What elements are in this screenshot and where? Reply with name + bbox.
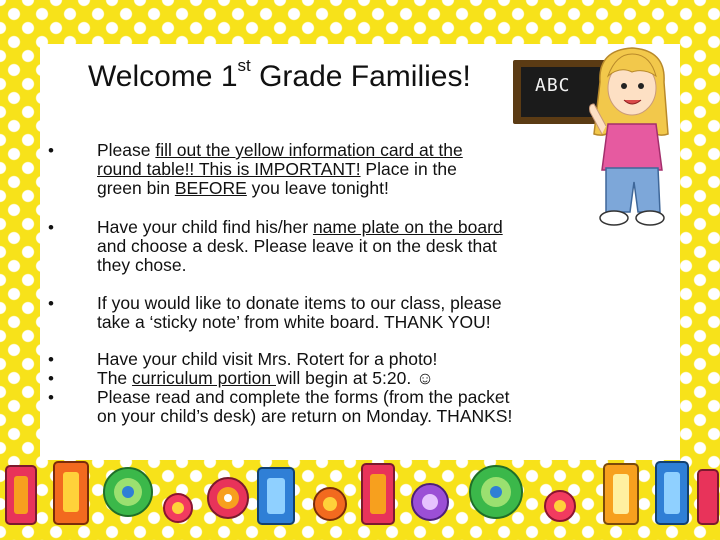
page-title: [88, 56, 471, 94]
underlined-text: round table!! This is IMPORTANT!: [97, 159, 361, 179]
text-line: Have your child visit Mrs. Rotert for a photo!: [97, 349, 438, 369]
bullet-marker: •: [48, 141, 54, 160]
text-line: take a ‘sticky note’ from white board. THANK YOU!: [97, 312, 491, 332]
swirl-decoration: [104, 468, 152, 516]
bullet-item-forms: [97, 388, 512, 426]
text-run: Please: [97, 140, 156, 160]
text-run: green bin: [97, 178, 175, 198]
underlined-text: BEFORE: [174, 178, 247, 198]
text-run: Place in the: [360, 159, 457, 179]
underlined-text: curriculum portion: [132, 368, 276, 388]
swirl-decoration: [208, 478, 248, 518]
swirl-decoration: [545, 491, 575, 521]
text-line: on your child’s desk) are return on Monday. THANKS!: [97, 406, 513, 426]
crayon-block-decoration: [6, 466, 36, 524]
bullet-item-curriculum: [97, 369, 434, 388]
swirl-decoration: [164, 494, 192, 522]
bullet-item-sticky-note: [97, 294, 502, 332]
crayon-block-decoration: [656, 462, 688, 524]
swirl-decoration: [314, 488, 346, 520]
bullet-marker: •: [48, 369, 54, 388]
bullet-marker: •: [48, 350, 54, 369]
crayon-block-decoration: [362, 464, 394, 524]
crayon-block-decoration: [698, 470, 718, 524]
swirl-decoration: [412, 484, 448, 520]
bullet-marker: •: [48, 294, 54, 313]
underlined-text: fill out the yellow information card at the: [155, 140, 463, 160]
text-run: Have your child find his/her: [97, 217, 313, 237]
bullet-item-yellow-card: [97, 141, 463, 198]
title-superscript: st: [237, 56, 251, 75]
title-main: Welcome 1: [88, 60, 238, 93]
crayon-block-decoration: [604, 464, 638, 524]
text-run: will begin at 5:20. ☺: [275, 368, 434, 388]
crayon-block-decoration: [258, 468, 294, 524]
text-line: and choose a desk. Please leave it on the desk that: [97, 236, 497, 256]
text-line: they chose.: [97, 255, 187, 275]
bullet-item-name-plate: [97, 218, 503, 275]
girl-clipart: [586, 42, 678, 232]
bullet-marker: •: [48, 388, 54, 407]
bullet-marker: •: [48, 218, 54, 237]
underlined-text: name plate on the board: [312, 217, 503, 237]
crayon-block-decoration: [54, 462, 88, 524]
decorative-border-strip: [0, 458, 720, 540]
text-run: you leave tonight!: [246, 178, 389, 198]
text-line: If you would like to donate items to our class, please: [97, 293, 502, 313]
chalkboard-text: ABC: [535, 75, 571, 96]
swirl-decoration: [470, 466, 522, 518]
bullet-item-photo: [97, 350, 437, 369]
text-run: The: [97, 368, 133, 388]
text-line: Please read and complete the forms (from the packet: [97, 387, 510, 407]
title-rest: Grade Families!: [250, 60, 471, 93]
